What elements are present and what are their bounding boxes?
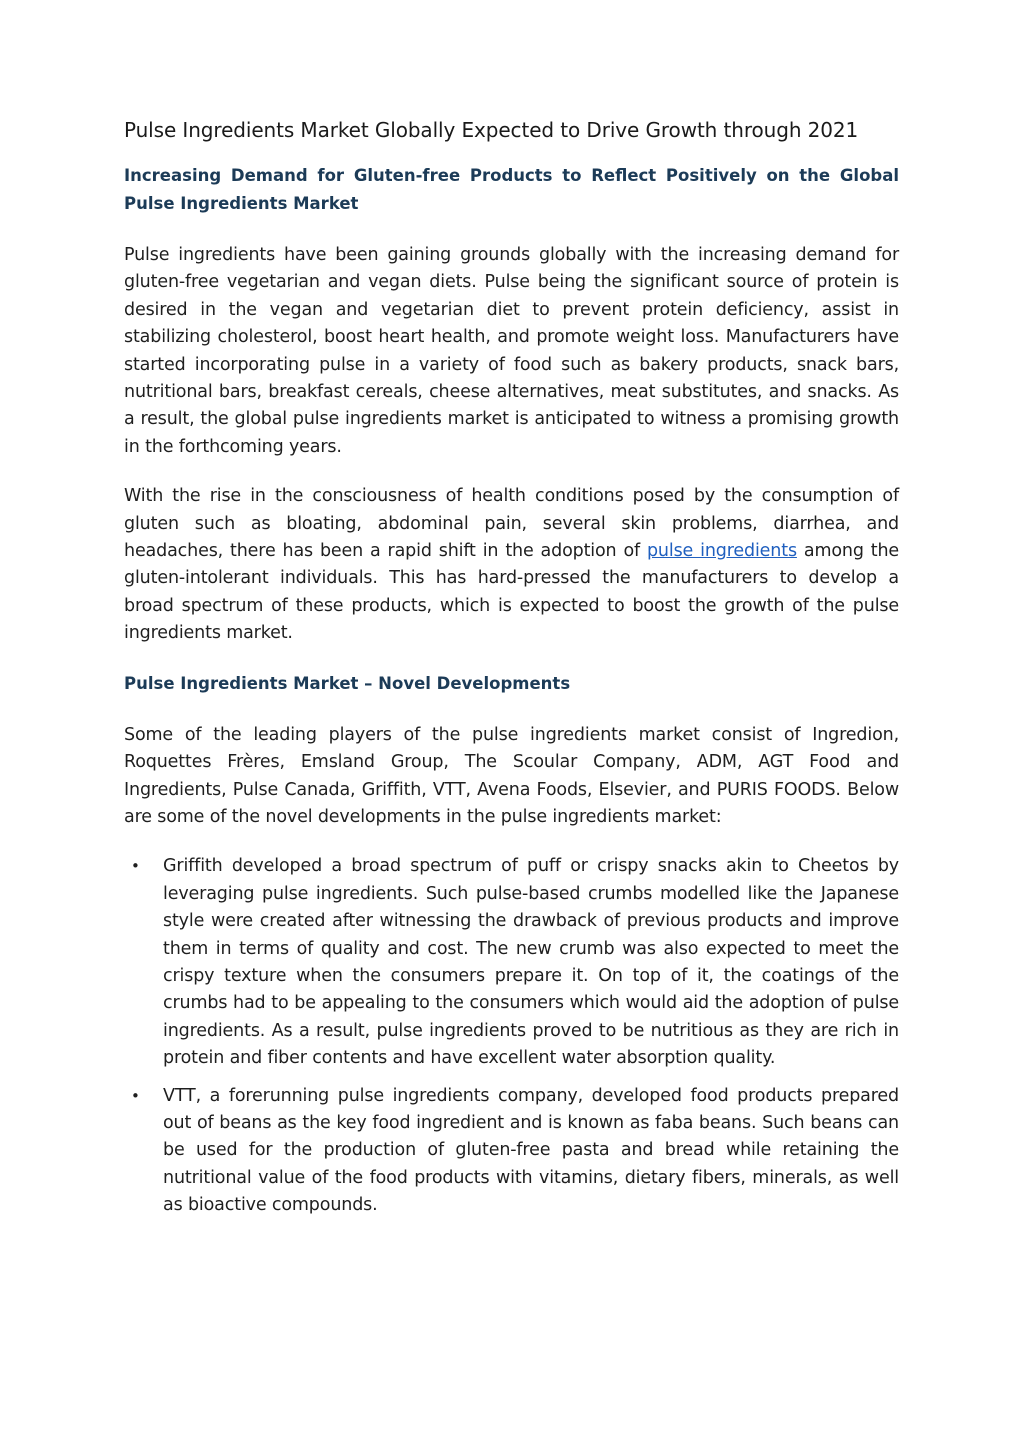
paragraph-text-after-link: among the gluten-intolerant individuals. This has hard-pressed the manufacturers to develop a broad spectrum of these products, which is expected to boost the growth of the pulse ingredients market.: [124, 541, 900, 644]
list-item: [124, 1083, 899, 1220]
paragraph-intro: Pulse ingredients have been gaining grounds globally with the increasing demand for gluten-free vegetarian and vegan diets. Pulse being the significant source of protein is desired in the vegan and vegetarian diet to prevent protein deficiency, assist in stabilizing cholesterol, boost heart health, and promote weight loss. Manufacturers have started incorporating pulse in a variety of food such as bakery products, snack bars, nutritional bars, breakfast cereals, cheese alternatives, meat substitutes, and snacks. As a result, the global pulse ingredients market is anticipated to witness a promising growth in the forthcoming years.: [124, 245, 899, 457]
document-page: [124, 118, 899, 1230]
section-heading-novel-developments: Pulse Ingredients Market – Novel Developments: [124, 673, 571, 693]
bullet-icon: •: [131, 857, 140, 876]
developments-list: [124, 853, 899, 1219]
bullet-icon: •: [131, 1086, 140, 1105]
list-item-text: Griffith developed a broad spectrum of puff or crispy snacks akin to Cheetos by leveraging pulse ingredients. Such pulse-based crumbs modelled like the Japanese style were created after witnessing the drawback of previous products and improve them in terms of quality and cost. The new crumb was also expected to meet the crispy texture when the consumers prepare it. On top of it, the coatings of the crumbs had to be appealing to the consumers which would aid the adoption of pulse ingredients. As a result, pulse ingredients proved to be nutritious as they are rich in protein and fiber contents and have excellent water absorption quality.: [163, 856, 899, 1069]
paragraph-health-conditions: [124, 483, 899, 647]
list-item-text: VTT, a forerunning pulse ingredients company, developed food products prepared out of beans as the key food ingredient and is known as faba beans. Such beans can be used for the production of gluten-free pasta and bread while retaining the nutritional value of the food products with vitamins, dietary fibers, minerals, as well as bioactive compounds.: [163, 1085, 899, 1216]
document-title: Pulse Ingredients Market Globally Expected to Drive Growth through 2021: [124, 118, 859, 142]
paragraph-text-before-link: With the rise in the consciousness of health conditions posed by the consumption of gluten such as bloating, abdominal pain, several skin problems, diarrhea, and headaches, there has been a rapid shift in the adoption of: [124, 486, 899, 562]
list-item: [124, 853, 899, 1072]
section-heading-gluten-free: Increasing Demand for Gluten-free Products to Reflect Positively on the Global Pulse Ingredients Market: [124, 166, 899, 213]
pulse-ingredients-link[interactable]: pulse ingredients: [646, 541, 797, 562]
paragraph-leading-players: Some of the leading players of the pulse ingredients market consist of Ingredion, Roquettes Frères, Emsland Group, The Scoular Company, ADM, AGT Food and Ingredients, Pulse Canada, Griffith, VTT, Avena Foods, Elsevier, and PURIS FOODS. Below are some of the novel developments in the pulse ingredients market:: [124, 724, 899, 827]
